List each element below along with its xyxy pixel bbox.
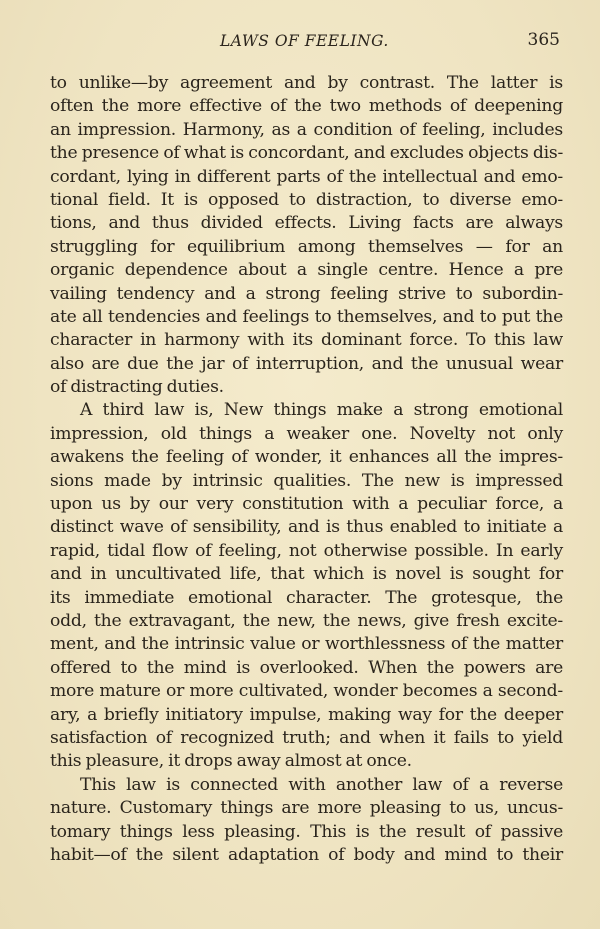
text-line: offered to the mind is overlooked. When the powers are <box>50 657 563 678</box>
text-line: often the more effective of the two methods of deepening <box>50 96 563 117</box>
paragraph <box>50 774 563 868</box>
paragraph <box>50 72 563 399</box>
text-line: more mature or more cultivated, wonder becomes a second- <box>50 681 563 702</box>
text-line: organic dependence about a single centre. Hence a pre <box>50 260 563 281</box>
running-header <box>50 30 562 54</box>
text-line: character in harmony with its dominant force. To this law <box>50 330 563 351</box>
text-line: tomary things less pleasing. This is the result of passive <box>50 821 563 842</box>
text-line: to unlike—by agreement and by contrast. The latter is <box>50 73 563 93</box>
text-line: habit—of the silent adaptation of body and mind to their <box>50 844 563 865</box>
text-line: impression, old things a weaker one. Novelty not only <box>50 423 563 444</box>
text-line: awakens the feeling of wonder, it enhances all the impres- <box>50 447 563 468</box>
text-line: sions made by intrinsic qualities. The new is impressed <box>50 470 563 491</box>
text-line: satisfaction of recognized truth; and when it fails to yield <box>50 727 563 748</box>
text-line: ate all tendencies and feelings to themselves, and to put the <box>50 306 563 327</box>
text-line: distinct wave of sensibility, and is thus enabled to initiate a <box>50 517 563 538</box>
text-line: the presence of what is concordant, and excludes objects dis- <box>50 143 563 164</box>
text-line: of distracting duties. <box>50 377 224 398</box>
text-line: struggling for equilibrium among themselves — for an <box>50 236 563 257</box>
text-line: tional field. It is opposed to distraction, to diverse emo- <box>50 189 563 210</box>
text-line: cordant, lying in different parts of the intellectual and emo- <box>50 166 563 187</box>
text-line: nature. Customary things are more pleasing to us, uncus- <box>50 798 563 819</box>
body-text <box>50 72 563 867</box>
text-line: tions, and thus divided effects. Living facts are always <box>50 213 563 234</box>
text-line: an impression. Harmony, as a condition of feeling, includes <box>50 119 563 140</box>
running-title: LAWS OF FEELING. <box>220 32 389 50</box>
text-line: rapid, tidal flow of feeling, not otherwise possible. In early <box>50 540 563 561</box>
text-line: also are due the jar of interruption, and the unusual wear <box>50 353 563 374</box>
text-line: ment, and the intrinsic value or worthlessness of the matter <box>50 634 563 655</box>
text-line: This law is connected with another law of a reverse <box>80 774 563 795</box>
text-line: vailing tendency and a strong feeling strive to subordin- <box>50 283 563 304</box>
text-line: ary, a briefly initiatory impulse, making way for the deeper <box>50 704 563 725</box>
text-line: this pleasure, it drops away almost at once. <box>50 751 412 772</box>
text-line: A third law is, New things make a strong emotional <box>80 400 563 421</box>
page-number: 365 <box>527 30 560 50</box>
paragraph <box>50 399 563 773</box>
text-line: upon us by our very constitution with a peculiar force, a <box>50 494 563 515</box>
text-line: its immediate emotional character. The grotesque, the <box>50 587 563 608</box>
text-line: and in uncultivated life, that which is novel is sought for <box>50 564 563 585</box>
text-line: odd, the extravagant, the new, the news, give fresh excite- <box>50 610 563 631</box>
